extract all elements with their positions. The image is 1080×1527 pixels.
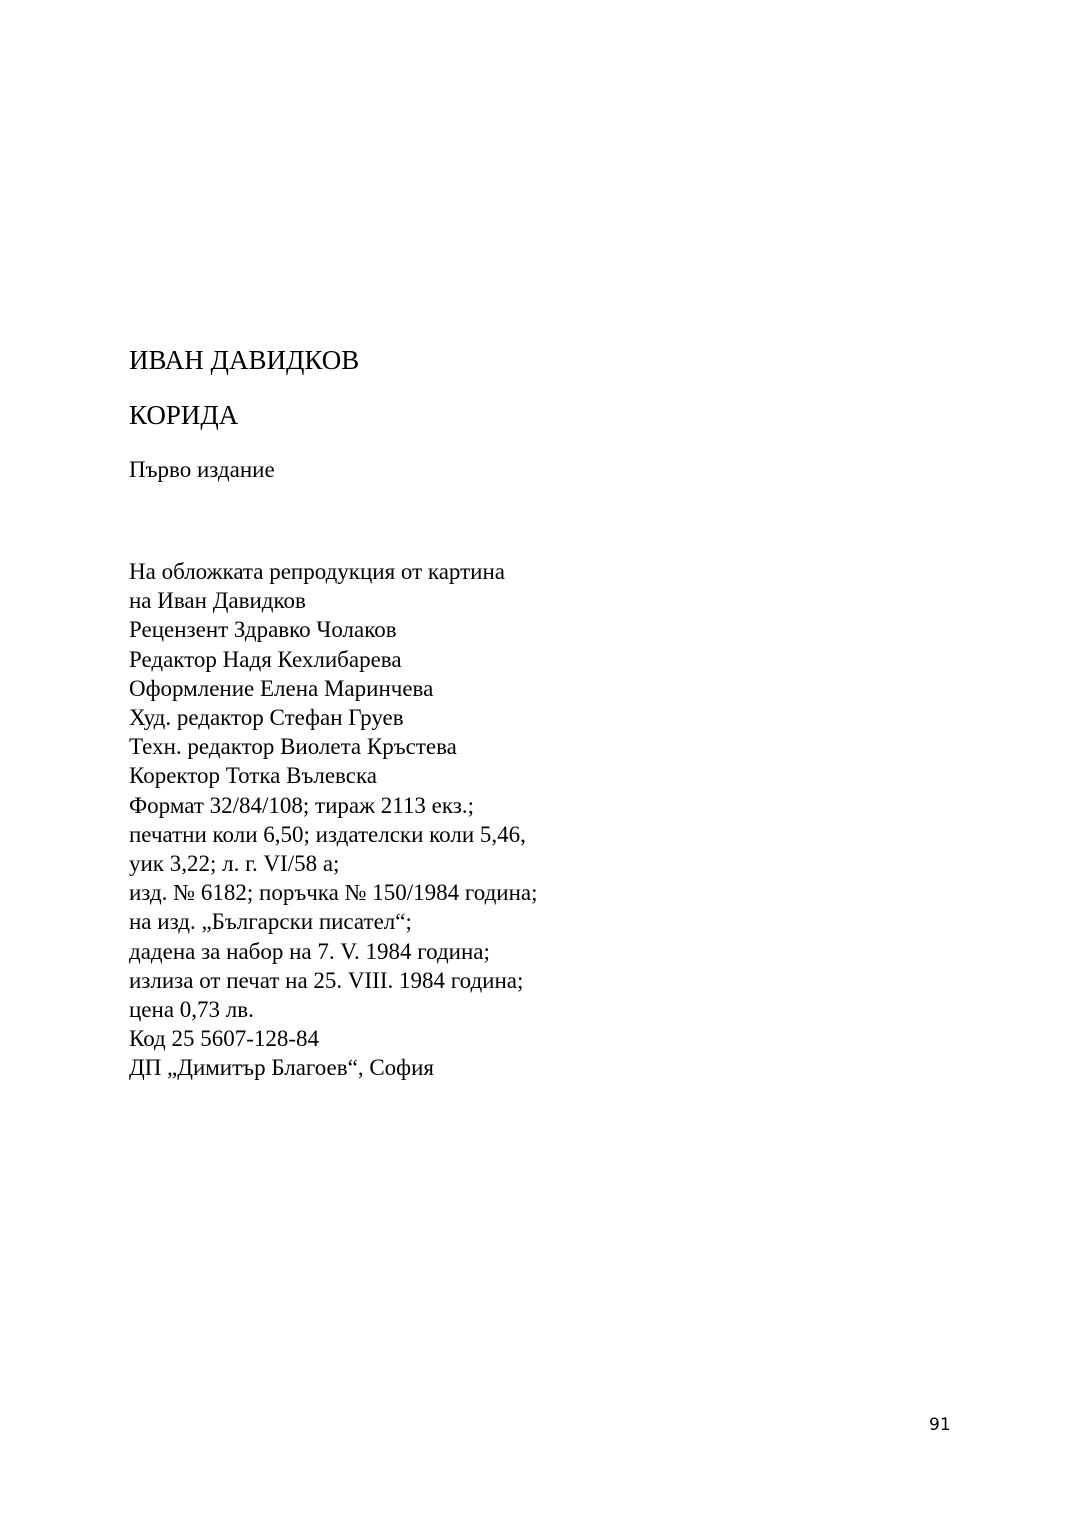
colophon-line: изд. № 6182; поръчка № 150/1984 година; xyxy=(129,880,538,906)
book-title: КОРИДА xyxy=(129,400,239,430)
colophon-line: Формат 32/84/108; тираж 2113 екз.; xyxy=(129,792,474,818)
edition-note: Първо издание xyxy=(129,457,275,482)
colophon-line: Редактор Надя Кехлибарева xyxy=(129,646,402,672)
colophon-line: цена 0,73 лв. xyxy=(129,997,254,1023)
colophon-line: Рецензент Здравко Чолаков xyxy=(129,617,397,643)
colophon-line: излиза от печат на 25. VIII. 1984 година; xyxy=(129,967,524,993)
colophon-line: дадена за набор на 7. V. 1984 година; xyxy=(129,938,490,964)
colophon-line: уик 3,22; л. г. VI/58 а; xyxy=(129,851,340,877)
colophon-line: На обложката репродукция от картина xyxy=(129,559,506,584)
colophon-line: Оформление Елена Маринчева xyxy=(129,675,434,701)
colophon-line: Код 25 5607-128-84 xyxy=(129,1026,320,1052)
colophon-line: на Иван Давидков xyxy=(129,588,306,614)
colophon-line: печатни коли 6,50; издателски коли 5,46, xyxy=(129,821,526,847)
colophon xyxy=(129,557,538,1083)
colophon-line: Худ. редактор Стефан Груев xyxy=(129,705,404,731)
author-name: ИВАН ДАВИДКОВ xyxy=(129,345,360,375)
colophon-line: Коректор Тотка Вълевска xyxy=(129,763,378,789)
colophon-line: ДП „Димитър Благоев“, София xyxy=(129,1055,434,1081)
page-number: 91 xyxy=(929,1415,951,1435)
colophon-line: на изд. „Български писател“; xyxy=(129,909,412,935)
colophon-line: Техн. редактор Виолета Кръстева xyxy=(129,734,457,760)
